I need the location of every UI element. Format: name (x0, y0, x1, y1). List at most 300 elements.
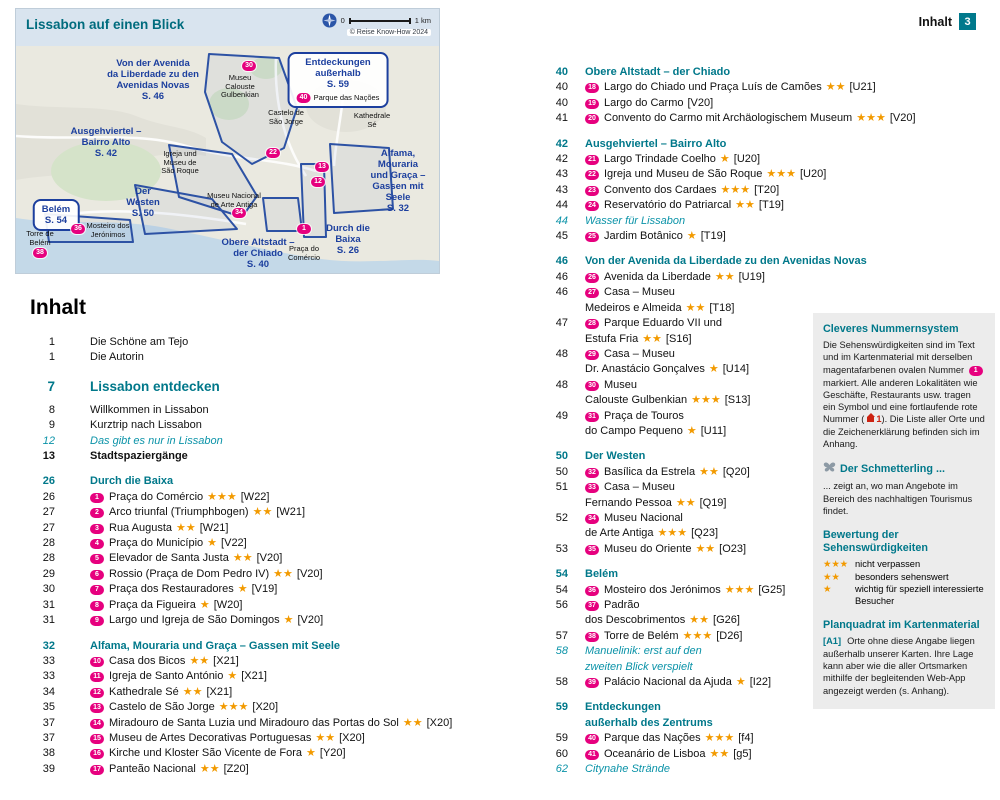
toc-entry-text: Stadtspaziergänge (90, 450, 188, 463)
star-rating: ★★ (199, 762, 220, 775)
toc-entry (540, 65, 840, 80)
legend-butterfly-text: ... zeigt an, wo man Angebote im Bereich des nachhaltigen Tourismus findet. (823, 481, 973, 516)
toc-entry-content (585, 629, 842, 647)
toc-entry-text: Torre de Belém (604, 629, 679, 642)
toc-entry-text: Praça de Touros (604, 409, 684, 422)
toc-entry-content (585, 137, 840, 152)
toc-page-number: 26 (42, 475, 55, 488)
star-rating: ★★★ (823, 559, 849, 570)
toc-entry (540, 747, 840, 762)
star-rating: ★★★ (207, 490, 237, 503)
sight-number-badge: 12 (90, 688, 104, 698)
toc-entry-content (90, 613, 455, 628)
toc-entry-text: Kathedrale Sé (109, 685, 179, 698)
toc-entry-content (90, 700, 455, 715)
map-sight-badge: 38 (33, 248, 47, 258)
toc-entry-content (585, 747, 840, 762)
sight-number-badge: 38 (585, 632, 599, 642)
toc-entry-content (90, 582, 455, 597)
toc-entry (30, 335, 455, 350)
toc-page-number: 31 (42, 614, 55, 627)
star-rating: ★★ (714, 270, 735, 283)
sight-number-badge: 41 (585, 750, 599, 760)
toc-page-number: 39 (42, 762, 55, 775)
toc-page-number: 27 (42, 506, 55, 519)
toc-entry (540, 465, 840, 480)
toc-page-number: 40 (555, 96, 568, 109)
toc-entry-content (90, 378, 455, 396)
toc-page-number: 44 (555, 214, 568, 227)
toc-entry (540, 80, 876, 95)
toc-entry-text: Rossio (Praça de Dom Pedro IV) (109, 567, 270, 580)
toc-page-number: 50 (555, 465, 568, 478)
toc-entry-content (585, 542, 840, 557)
toc-entry-text: Miradouro de Santa Luzia und Miradouro das Portas do Sol (109, 716, 399, 729)
map-sight-badge: 36 (71, 224, 85, 234)
toc-entry-content (585, 731, 840, 746)
toc-page-number: 60 (555, 747, 568, 760)
map-copyright: © Reise Know-How 2024 (347, 29, 431, 36)
compass-icon (322, 13, 337, 28)
sight-number-badge: 7 (90, 585, 104, 595)
butterfly-heading-text: Der Schmetterling ... (840, 463, 945, 476)
toc-entry-content (90, 521, 455, 536)
toc-entry-text-2: Medeiros e Almeida (585, 301, 682, 314)
toc-entry-content (585, 644, 840, 675)
toc-entry-text-2: do Campo Pequeno (585, 424, 683, 437)
toc-entry-content (90, 403, 455, 418)
toc-entry-content (90, 335, 455, 350)
toc-page-number: 9 (48, 419, 55, 432)
toc-entry-text: Largo do Chiado und Praça Luís de Camões (604, 81, 822, 94)
toc-entry-text: Der Westen (585, 450, 646, 463)
toc-page-number: 38 (42, 747, 55, 760)
star-rating: ★★ (232, 552, 253, 565)
toc-entry-content (90, 474, 455, 489)
toc-page-number: 33 (42, 670, 55, 683)
legend-sidebar (813, 313, 995, 709)
grid-ref-example: [A1] (823, 636, 842, 647)
toc-entry-content (585, 270, 840, 285)
toc-page-number: 56 (555, 599, 568, 611)
toc-entry-text: Casa – Museu (604, 347, 675, 360)
toc-entry-content (585, 347, 840, 378)
toc-page-number: 1 (48, 336, 55, 348)
sight-number-badge: 22 (585, 170, 599, 180)
toc-entry-content (90, 762, 455, 777)
star-rating: ★★★ (704, 732, 735, 745)
star-rating: ★★★ (720, 183, 751, 196)
star-rating: ★★ (675, 496, 696, 509)
sight-number-badge: 27 (585, 288, 599, 298)
running-header-label: Inhalt (918, 14, 952, 29)
toc-entry-content (585, 152, 840, 167)
toc-entry (540, 214, 840, 229)
toc-entry-text: Castelo de São Jorge (109, 701, 215, 714)
toc-entry (540, 270, 840, 285)
toc-entry (540, 316, 840, 347)
grid-reference: [Q19] (699, 496, 727, 509)
map-meta (322, 13, 431, 36)
toc-page-number: 54 (555, 568, 568, 581)
sight-number-badge: 2 (90, 508, 104, 518)
toc-entry-text: Avenida da Liberdade (604, 270, 711, 283)
toc-left-column (30, 296, 455, 777)
grid-reference: [W20] (213, 598, 243, 611)
sight-number-badge: 24 (585, 201, 599, 211)
toc-page-number: 47 (555, 317, 568, 330)
toc-entry-content (585, 511, 840, 542)
toc-page-number: 35 (42, 701, 55, 714)
butterfly-icon (823, 462, 836, 477)
toc-page-number: 32 (42, 639, 55, 652)
toc-entry-content (90, 536, 455, 551)
sight-number-badge: 23 (585, 186, 599, 196)
toc-entry-text: Casa dos Bicos (109, 654, 186, 667)
grid-body-text: Orte ohne diese Angabe liegen außerhalb unserer Karten. Ihre Lage kann aber wie die aller Ortsmarken mithilfe der begleitenden Web-App angezeigt werden (s. Anhang). (823, 636, 975, 696)
toc-entry (30, 449, 455, 464)
toc-entry (540, 96, 840, 111)
toc-entry-text: Wasser für Lissabon (585, 214, 686, 227)
toc-entry-text-2: außerhalb des Zentrums (585, 716, 713, 729)
toc-entry-content (90, 449, 455, 464)
house-icon (867, 417, 874, 422)
sight-number-badge: 17 (90, 765, 104, 775)
toc-entry-content (585, 700, 840, 731)
grid-reference: [V20] (889, 112, 916, 125)
grid-reference: [V20] (687, 96, 714, 109)
toc-entry (30, 700, 455, 715)
star-rating: ★★ (709, 747, 730, 760)
toc-page-number: 58 (555, 645, 568, 658)
toc-entry-text: Ausgehviertel – Bairro Alto (585, 137, 727, 150)
grid-reference: [W22] (240, 490, 270, 503)
star-rating: ★ (207, 537, 218, 550)
grid-reference: [X21] (206, 685, 233, 698)
grid-reference: [g5] (733, 747, 752, 760)
toc-entry-text: Elevador de Santa Justa (109, 552, 229, 565)
toc-entry-content (90, 598, 455, 613)
toc-entry (540, 229, 840, 244)
toc-entry-text: Convento dos Cardaes (604, 183, 717, 196)
sight-number-badge: 37 (585, 601, 599, 611)
toc-page-number: 34 (42, 685, 55, 698)
toc-entry-text: Kurztrip nach Lissabon (90, 419, 202, 432)
toc-page-number: 58 (555, 676, 568, 689)
toc-entry-text: Die Autorin (90, 351, 144, 364)
map-sight-badge: 12 (311, 177, 325, 187)
toc-entry-text: Palácio Nacional da Ajuda (604, 676, 732, 689)
star-rating: ★ (686, 424, 697, 437)
legend-heading-butterfly (823, 462, 985, 477)
star-rating: ★★★ (218, 701, 249, 714)
grid-reference: [Z20] (223, 762, 249, 775)
toc-entry-text: Arco triunfal (Triumphbogen) (109, 506, 249, 519)
toc-entry-content (90, 669, 455, 684)
toc-entry-text: Praça da Figueira (109, 598, 196, 611)
toc-entry (540, 480, 840, 511)
toc-entry-text: Von der Avenida da Liberdade zu den Avenidas Novas (585, 255, 867, 268)
star-rating: ★ (283, 614, 294, 627)
map-sight-badge: 30 (242, 61, 256, 71)
map-badge-label: Parque das Nações (313, 93, 380, 102)
numbering-text-3: ). Die Liste aller Orte und die Zeichenerklärung befinden sich im Anhang. (823, 414, 985, 450)
toc-entry-content (90, 567, 455, 582)
toc-page-number: 41 (555, 112, 568, 125)
star-rating: ★★★ (856, 112, 886, 125)
toc-entry-text: Willkommen in Lissabon (90, 403, 209, 416)
rating-item (823, 558, 985, 570)
sight-number-badge: 21 (585, 155, 599, 165)
toc-entry-content (585, 598, 840, 629)
star-rating: ★ (199, 598, 210, 611)
star-rating: ★★★ (691, 394, 721, 407)
toc-entry-text: Kirche und Kloster São Vicente de Fora (109, 747, 303, 760)
toc-entry (540, 254, 867, 269)
sight-number-badge: 15 (90, 734, 104, 744)
sight-number-badge: 34 (585, 514, 599, 524)
toc-page-number: 12 (42, 434, 55, 447)
toc-entry (30, 613, 455, 628)
map-sight-badge: 34 (232, 208, 246, 218)
toc-entry-content (585, 167, 840, 182)
map-landmark-label: Castelo de São Jorge (268, 108, 304, 126)
map-district-label: Durch die Baixa S. 26 (326, 223, 370, 256)
toc-entry (540, 449, 840, 464)
toc-entry-content (585, 183, 840, 198)
map-landmark-label: Igreja und Museu de São Roque (161, 149, 199, 175)
toc-entry (540, 183, 840, 198)
toc-entry (540, 675, 840, 690)
toc-page-number: 51 (555, 481, 568, 494)
toc-entry-content (585, 378, 840, 409)
toc-entry-text: Belém (585, 568, 619, 581)
toc-entry (30, 350, 455, 365)
sight-number-badge: 39 (585, 678, 599, 688)
toc-page-number: 48 (555, 378, 568, 391)
sight-number-badge: 6 (90, 570, 104, 580)
red-location-number: 1 (876, 414, 882, 425)
star-rating: ★ (823, 583, 832, 594)
map-body (16, 46, 439, 273)
toc-entry-content (90, 505, 455, 520)
star-rating: ★★ (689, 614, 710, 627)
toc-page-number: 33 (42, 654, 55, 667)
toc-page-number: 30 (42, 583, 55, 596)
grid-reference: [X21] (213, 654, 239, 667)
map-landmark-label: Kathedrale Sé (353, 111, 391, 129)
map-landmark-label: Torre de Belém (26, 229, 54, 247)
toc-page-number: 42 (555, 137, 568, 150)
grid-reference: [G26] (713, 614, 740, 627)
sight-number-badge: 1 (90, 493, 104, 503)
toc-page-number: 27 (42, 521, 55, 534)
toc-entry (540, 567, 840, 582)
legend-heading-numbering: Cleveres Nummernsystem (823, 323, 959, 335)
grid-reference: [V22] (221, 537, 247, 550)
sight-number-badge: 19 (585, 99, 599, 109)
toc-page-number: 29 (42, 567, 55, 580)
toc-page-number: 40 (555, 66, 568, 78)
toc-entry-text: Igreja de Santo António (109, 670, 224, 683)
toc-page-number: 59 (555, 701, 568, 714)
toc-entry-text: Lissabon entdecken (90, 378, 220, 394)
star-rating: ★★ (825, 81, 846, 94)
grid-reference: [O23] (719, 542, 747, 555)
toc-entry-content (585, 229, 840, 244)
sight-number-badge: 29 (585, 350, 599, 360)
toc-entry-content (90, 490, 455, 505)
toc-entry (30, 378, 455, 396)
star-rating: ★★ (182, 685, 203, 698)
sight-number-badge: 11 (90, 672, 104, 682)
sight-number-badge: 8 (90, 601, 104, 611)
toc-entry-text: Das gibt es nur in Lissabon (90, 434, 223, 447)
toc-page-number: 37 (42, 731, 55, 744)
sight-number-badge: 16 (90, 749, 104, 759)
grid-reference: [V20] (296, 567, 323, 580)
toc-entry (540, 731, 840, 746)
toc-entry (30, 434, 455, 449)
grid-reference: [V20] (297, 614, 324, 627)
rating-item (823, 583, 985, 608)
toc-entry-text-2: Estufa Fria (585, 332, 639, 345)
map-sight-badge: 22 (266, 148, 280, 158)
toc-entry-text: Mosteiro dos Jerónimos (604, 583, 721, 596)
toc-entry-content (585, 583, 840, 598)
sight-number-badge: 26 (585, 273, 599, 283)
star-rating: ★★ (252, 506, 273, 519)
toc-entry (540, 285, 840, 316)
rating-item (823, 571, 985, 583)
toc-entry-content (585, 465, 840, 480)
toc-entry-text: Igreja und Museu de São Roque (604, 168, 763, 181)
toc-entry (540, 409, 840, 440)
toc-entry (540, 542, 840, 557)
toc-entry-content (90, 685, 455, 700)
toc-entry (30, 685, 455, 700)
toc-entry-content (585, 65, 840, 80)
numbering-text-2: markiert. Alle anderen Lokalitäten wie Geschäfte, Restaurants usw. tragen ein Symbol und eine fortlaufende rote Nummer ( (823, 377, 978, 425)
toc-entry-text-2: dos Descobrimentos (585, 614, 686, 627)
rating-list (823, 558, 985, 607)
toc-entry (540, 198, 840, 213)
toc-entry-text: Museu (604, 378, 638, 391)
map-district-label: Der Westen S. 50 (126, 186, 160, 219)
rating-label: nicht verpassen (855, 559, 921, 570)
toc-entry-text: Largo do Carmo (604, 96, 684, 109)
toc-page-number: 28 (42, 537, 55, 550)
toc-entry (30, 639, 455, 654)
toc-entry (30, 582, 455, 597)
toc-entry (540, 629, 842, 647)
toc-page-number: 52 (555, 511, 568, 524)
star-rating: ★★ (695, 542, 716, 555)
toc-entry-text: Largo Trindade Coelho (604, 153, 716, 166)
star-rating: ★ (735, 676, 746, 689)
map-sight-badge: 40 (297, 93, 311, 103)
sight-number-badge: 1 (969, 366, 983, 376)
toc-entry-text: Museu do Oriente (604, 542, 692, 555)
sight-number-badge: 36 (585, 586, 599, 596)
toc-entry (540, 167, 840, 182)
grid-reference: [T18] (709, 301, 735, 314)
toc-entry-text: Obere Altstadt – der Chiado (585, 66, 731, 78)
toc-entry-content (585, 285, 840, 316)
map-header (16, 9, 439, 46)
toc-entry (540, 583, 840, 598)
toc-entry-text: Panteão Nacional (109, 762, 196, 775)
toc-entry-text: Rua Augusta (109, 521, 172, 534)
toc-entry-text: Alfama, Mouraria und Graça – Gassen mit Seele (90, 639, 341, 652)
toc-entry (30, 654, 455, 669)
toc-page-number: 49 (555, 409, 568, 422)
toc-entry-text: Praça do Comércio (109, 490, 204, 503)
toc-entry-content (585, 675, 840, 690)
rating-label: besonders sehenswert (855, 571, 949, 582)
grid-reference: [I22] (749, 676, 772, 689)
map-district-label: Alfama, Mouraria und Graça – Gassen mit Seele S. 32 (370, 148, 426, 214)
grid-reference: [W21] (276, 506, 306, 519)
star-rating: ★★★ (766, 168, 796, 181)
toc-page-number: 43 (555, 183, 568, 196)
toc-entry-content (90, 434, 455, 449)
sight-number-badge: 18 (585, 83, 599, 93)
toc-page-number: 53 (555, 542, 568, 555)
toc-page-number: 62 (555, 763, 568, 776)
toc-page-number: 59 (555, 732, 568, 745)
toc-entry (540, 378, 840, 409)
toc-entry-content (585, 449, 840, 464)
map-sight-badge: 13 (315, 162, 329, 172)
toc-entry-text-2: Dr. Anastácio Gonçalves (585, 363, 705, 376)
star-rating: ★★ (315, 731, 336, 744)
map-landmark-label: Praça do Comércio (287, 244, 321, 262)
toc-entry-text: Padrão (604, 599, 640, 611)
grid-reference: [D26] (716, 629, 743, 642)
toc-entry-text-2: de Arte Antiga (585, 527, 654, 540)
toc-entry-text: Parque Eduardo VII und (604, 317, 723, 330)
toc-entry (30, 418, 455, 433)
toc-entry-content (585, 254, 867, 269)
star-rating: ★★ (735, 199, 755, 212)
star-rating: ★★ (176, 521, 196, 534)
toc-page-number: 46 (555, 270, 568, 283)
star-rating: ★ (686, 230, 697, 243)
toc-page-number: 7 (47, 378, 55, 394)
sight-number-badge: 32 (585, 468, 599, 478)
toc-entry (30, 490, 455, 505)
toc-entry (30, 669, 455, 684)
toc-entry (540, 644, 840, 675)
map-district-label: Entdeckungen außerhalb S. 59 40 Parque das Nações (288, 52, 389, 108)
toc-entry-text: Manuelinik: erst auf den (585, 645, 702, 658)
grid-reference: [G25] (758, 583, 786, 596)
toc-entry-text: Largo und Igreja de São Domingos (109, 614, 280, 627)
grid-reference: [T20] (754, 183, 780, 196)
toc-entry-text: Casa – Museu (604, 286, 675, 299)
toc-page-number: 26 (42, 490, 55, 503)
toc-page-number: 48 (555, 347, 568, 360)
toc-entry-content (585, 409, 840, 440)
toc-entry (540, 762, 840, 777)
grid-reference: [Q23] (691, 527, 718, 540)
sight-number-badge: 40 (585, 734, 599, 744)
toc-entry-text: Praça do Município (109, 537, 204, 550)
toc-page-number: 40 (555, 81, 568, 94)
toc-entry-text: Parque das Nações (604, 732, 701, 745)
toc-entry-content (585, 80, 876, 95)
